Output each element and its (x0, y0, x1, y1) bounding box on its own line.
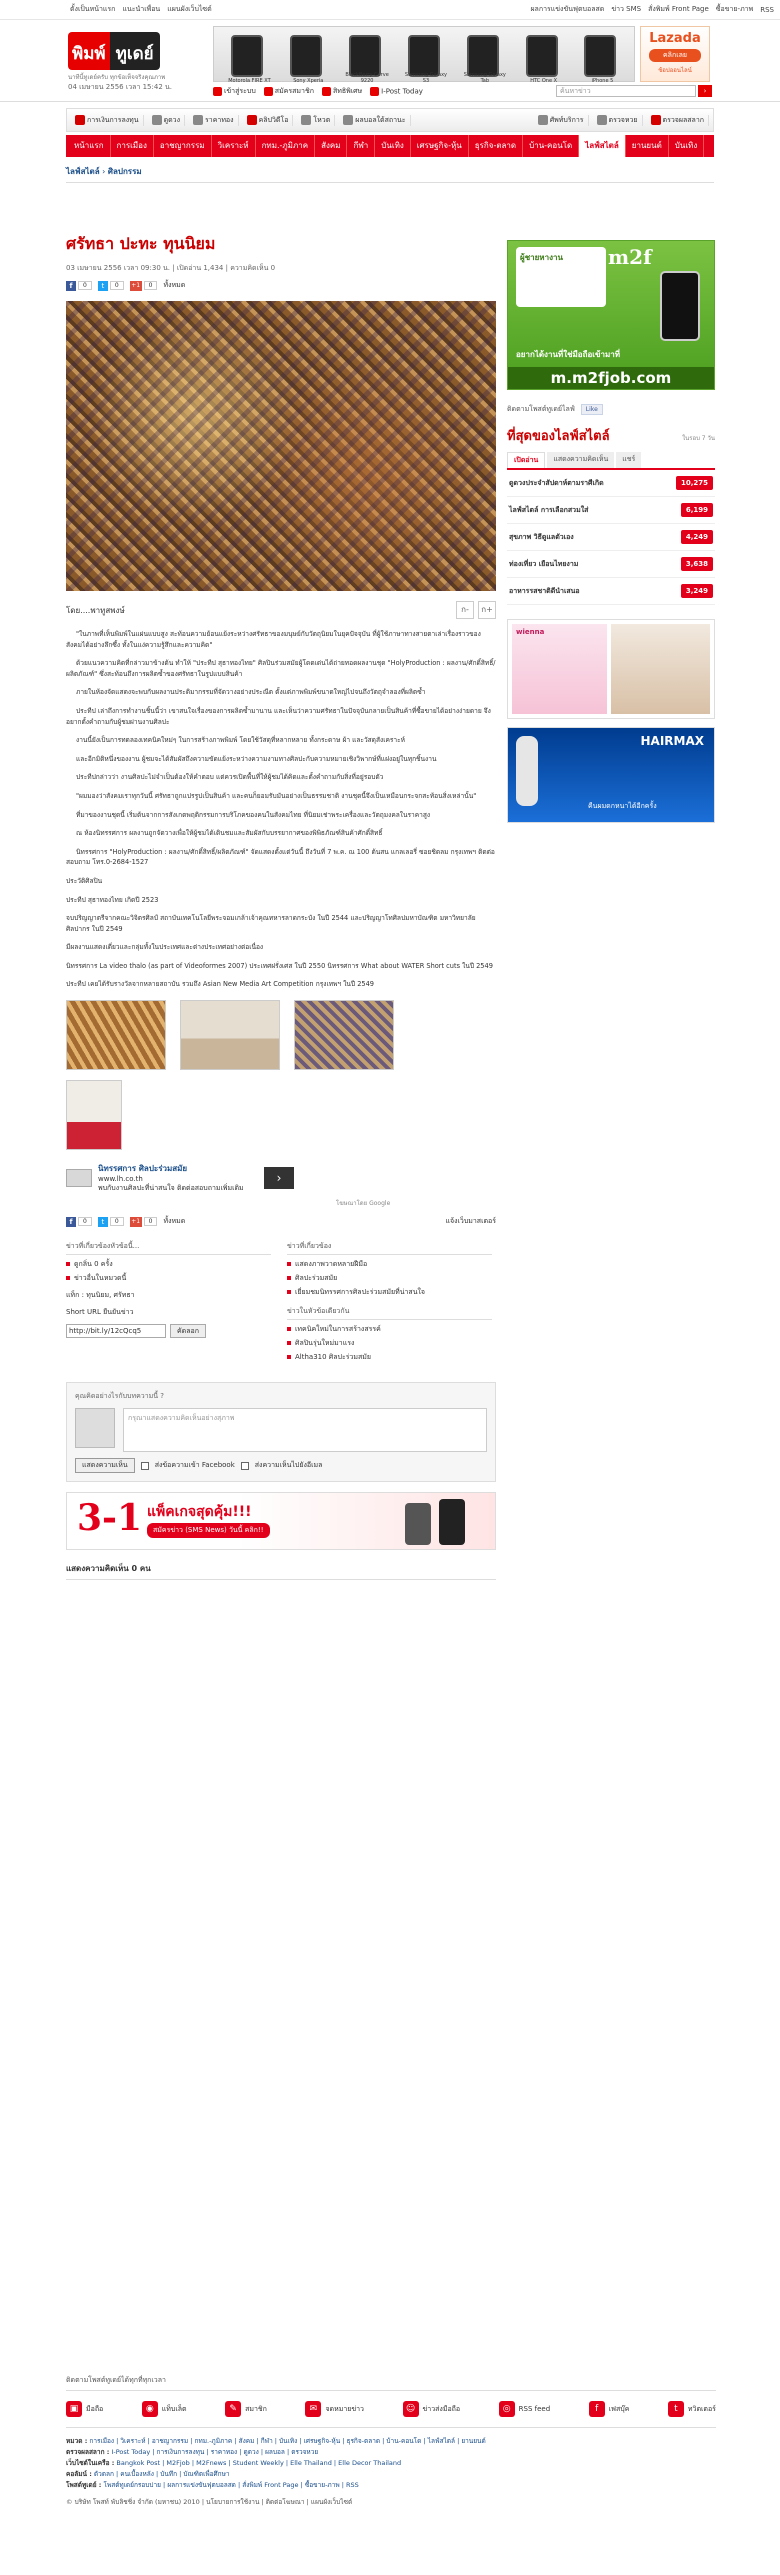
phone-ad-label: BlackBerry Curve 9220 (345, 72, 389, 84)
register-label: สมัครสมาชิก (274, 87, 314, 95)
facebook-post-label: ส่งข้อความเข้า Facebook (154, 1461, 235, 1470)
gplus-icon: +1 (131, 1217, 141, 1225)
main-nav (66, 135, 714, 157)
recommend-link[interactable]: แนะนำเพื่อน (122, 5, 161, 13)
facebook-like-button[interactable]: Like (581, 404, 603, 415)
channel-rss[interactable] (499, 2401, 551, 2417)
lazada-brand: Lazada (649, 31, 701, 46)
share-bar-bottom-buttons (66, 1216, 185, 1227)
list-item-count: 4,249 (681, 530, 713, 544)
channel-label: ทวิตเตอร์ (687, 2404, 716, 2413)
list-item[interactable] (507, 551, 715, 578)
most-popular-title (507, 425, 715, 446)
channel-label: RSS feed (518, 2405, 551, 2413)
nav-business[interactable]: ธุรกิจ-ตลาด (469, 135, 523, 157)
list-item[interactable] (507, 578, 715, 605)
submit-comment-button[interactable]: แสดงความเห็น (75, 1458, 135, 1473)
job-ad-headline: ผู้ชายหางาน (516, 247, 606, 307)
facebook-count: 0 (78, 1217, 92, 1226)
current-date: 04 เมษายน 2556 เวลา 15:42 น. (68, 83, 173, 91)
article-paragraph: "ในภาพที่เห็นพิมพ์ในแผ่นแบบสูง สะท้อนความย้อนแย้งระหว่างศรัทธาของมนุษย์กับวัตถุนิยมในยุคปัจจุบัน ที่ผู้ใช้ภาษาทางสายตาเล่าเรื่องราวของสังคมได้อย่างลึกซึ้ง ทั้งในแง่ความรู้สึกและความคิด" (66, 630, 481, 649)
comment-textarea[interactable]: กรุณาแสดงความคิดเห็นอย่างสุภาพ (123, 1408, 487, 1452)
footer-nav-row (66, 2469, 716, 2480)
list-item-count: 10,275 (676, 476, 713, 490)
service-label: คลิปวิดีโอ (258, 115, 289, 124)
gallery-thumb[interactable] (180, 1000, 280, 1070)
promo-arrow-icon[interactable]: › (264, 1167, 294, 1189)
site-footer (66, 2375, 716, 2507)
footer-nav-label: เว็บไซต์ในเครือ : (66, 2459, 115, 2467)
list-item-title: สุขภาพ วิธีดูแลตัวเอง (509, 532, 574, 541)
member-icon: ✎ (225, 2401, 241, 2417)
twitter-icon: t (98, 281, 108, 291)
copyright: © บริษัท โพสท์ พับลิชชิ่ง จำกัด (มหาชน) 2010 | นโยบายการใช้งาน | ติดต่อโฆษณา | แผนผังเว็บไซต์ (66, 2498, 353, 2506)
related-right-item[interactable]: ศิลปะร่วมสมัย (287, 1273, 492, 1284)
horoscope-icon (152, 115, 162, 125)
facebook-count: 0 (78, 281, 92, 290)
related-left-title: ข่าวที่เกี่ยวข้องหัวข้อนี้... (66, 1241, 271, 1255)
sidebar (507, 240, 715, 823)
twitter-share-button[interactable] (98, 281, 124, 291)
related-right2-title: ข่าวในหัวข้อเดียวกัน (287, 1306, 492, 1320)
tags-row (66, 1290, 271, 1301)
service-label: ดูดวง (163, 115, 181, 124)
channel-facebook[interactable] (589, 2401, 630, 2417)
nav-auto[interactable]: ยานยนต์ (626, 135, 669, 157)
footer-nav-links[interactable]: Bangkok Post | M2Fjob | M2Fnews | Student Weekly | Elle Thailand | Elle Decor Thailand (116, 2459, 402, 2467)
channel-label: สมาชิก (245, 2404, 267, 2413)
promo-title: นิทรรศการ ศิลปะร่วมสมัย (98, 1164, 188, 1174)
channel-mobile[interactable] (66, 2401, 103, 2417)
gplus-count: 0 (144, 281, 158, 290)
list-item-count: 3,249 (681, 584, 713, 598)
footer-nav-links[interactable]: การเมือง | วิเคราะห์ | อาชญากรรม | กทม.-ภูมิภาค | สังคม | กีฬา | บันเทิง | เศรษฐกิจ-หุ้น | ธุรกิจ-ตลาด | บ้าน-คอนโด | ไลฟ์สไตล์ | ยานยนต์ (89, 2437, 486, 2445)
artist-bio-paragraph: นิทรรศการ La video thalo (as part of Videoformes 2007) ประเทศฝรั่งเศส ในปี 2550 นิทรรศการ What about WATER Short cuts ในปี 2549 (66, 961, 493, 970)
gold-icon (193, 115, 203, 125)
article-paragraph: ประทีป เล่าถึงการทำงานชิ้นนี้ว่า เขาสนใจเรื่องของการผลิตซ้ำมานาน และเห็นว่าความศรัทธาในปัจจุบันกลายเป็นสินค้าที่ซื้อขายได้อย่างง่ายดาย จึงอยากตั้งคำถามกับผู้ชมผ่านงานศิลปะ (66, 706, 491, 726)
twitter-count: 0 (110, 1217, 124, 1226)
phone-image (439, 1499, 465, 1545)
article-paragraph: ประทีปกล่าวว่า งานศิลปะไม่จำเป็นต้องให้คำตอบ แต่ควรเปิดพื้นที่ให้ผู้ชมได้คิดและตั้งคำถามกับสิ่งที่อยู่รอบตัว (76, 773, 384, 782)
tags-value[interactable]: ทุนนิยม, ศรัทธา (86, 1291, 135, 1300)
facebook-icon: f (66, 1217, 76, 1227)
ad-headline: แพ็คเกจสุดคุ้ม!!! (147, 1504, 252, 1521)
hairmax-ad[interactable] (507, 727, 715, 823)
tab-most-read[interactable]: เปิดอ่าน (507, 452, 545, 468)
finance-icon (75, 115, 85, 125)
footer-nav-links[interactable]: โพสต์ทูเดย์กรอบบ่าย | ผลการแข่งขันฟุตบอลสด | สั่งพิมพ์ Front Page | ซื้อขาย-ภาพ | RSS (103, 2481, 359, 2489)
article-byline-row (66, 601, 496, 619)
search-input[interactable]: ค้นหาข่าว (556, 85, 696, 97)
service-label: โหวต (313, 115, 331, 124)
ad-subscribe-button[interactable]: สมัครข่าว (SMS News) วันนี้ คลิก!! (147, 1523, 270, 1538)
short-url-row (66, 1324, 271, 1338)
copy-url-button[interactable]: คัดลอก (170, 1324, 206, 1338)
lazada-ad[interactable] (640, 26, 710, 82)
set-homepage-link[interactable]: ตั้งเป็นหน้าแรก (70, 5, 116, 13)
email-notify-label: ส่งความเห็นไปยังอีเมล (254, 1461, 323, 1470)
mobile-icon: ▣ (66, 2401, 82, 2417)
gallery-thumb[interactable] (294, 1000, 394, 1070)
facebook-post-checkbox[interactable] (141, 1462, 149, 1470)
article-hero-image (66, 301, 496, 591)
article-meta: 03 เมษายน 2556 เวลา 09:30 น. | เปิดอ่าน 1,434 | ความคิดเห็น 0 (66, 264, 276, 272)
artist-bio-paragraph: จบปริญญาตรีจากคณะวิจิตรศิลป์ สถาบันเทคโนโลยีพระจอมเกล้าเจ้าคุณทหารลาดกระบัง ในปี 2544 และปริญญาโทศิลปมหาบัณฑิต มหาวิทยาลัยศิลปากร ในปี 2549 (66, 914, 476, 933)
footer-nav-row (66, 2480, 716, 2491)
phone-ad-item[interactable] (290, 35, 324, 84)
gallery-thumbnails-row-2 (66, 1080, 496, 1150)
phone-ad-label: Samsung Galaxy S3 (404, 72, 448, 84)
login-link[interactable] (213, 86, 256, 97)
comment-input-wrap (75, 1408, 487, 1452)
breadcrumb-subsection[interactable]: ศิลปกรรม (107, 167, 142, 176)
phone-ad-label: Motorola FIRE XT (228, 78, 271, 84)
sitemap-link[interactable]: แผนผังเว็บไซต์ (167, 5, 212, 13)
nav-regional[interactable]: กทม.-ภูมิภาค (256, 135, 315, 157)
nav-economy[interactable]: เศรษฐกิจ-หุ้น (411, 135, 469, 157)
list-item-count: 6,199 (681, 503, 713, 517)
footer-nav (66, 2436, 716, 2491)
promo-image (66, 1169, 92, 1187)
article-body (66, 629, 496, 990)
article-paragraph: ภายในห้องจัดแสดงจะพบกับผลงานประติมากรรมที่จัดวางอย่างประณีต ตั้งแต่ภาพพิมพ์ขนาดใหญ่ไปจนถึงวัตถุจำลองที่ผลิตซ้ำ (76, 688, 426, 697)
font-size-controls (456, 601, 496, 619)
nav-property[interactable]: บ้าน-คอนโด (523, 135, 579, 157)
privileges-icon (322, 87, 331, 96)
lazada-cta-button[interactable]: คลิกเลย (649, 49, 701, 62)
list-item[interactable] (507, 524, 715, 551)
phone-ad-label: HTC One X (530, 78, 558, 84)
tags-label: แท็ก : (66, 1291, 84, 1300)
phone-ad-item[interactable] (345, 35, 389, 84)
related-right2-item[interactable]: Altha310 ศิลปะร่วมสมัย (287, 1352, 492, 1363)
phone-ad-item[interactable] (404, 35, 448, 84)
list-item-title: ไลฟ์สไตล์ การเลือกสวมใส่ (509, 505, 589, 514)
football-icon (343, 115, 353, 125)
login-icon (213, 87, 222, 96)
twitter-count: 0 (110, 281, 124, 290)
footer-nav-label: ตรวจผลสลาก : (66, 2448, 110, 2456)
comment-actions (75, 1458, 487, 1473)
facebook-share-button[interactable] (66, 281, 92, 291)
nav-society[interactable]: สังคม (315, 135, 347, 157)
nav-politics[interactable]: การเมือง (111, 135, 154, 157)
privileges-label: สิทธิพิเศษ (332, 87, 363, 95)
print-link[interactable]: ทั้งหมด (163, 281, 186, 289)
channel-member[interactable] (225, 2401, 267, 2417)
hairmax-device-image (516, 736, 538, 806)
footer-nav-links[interactable]: I-Post Today | การเงินการลงทุน | ราคาทอง | ดูดวง | ผลบอล | ตรวจหวย (111, 2448, 319, 2456)
service-lottery[interactable] (593, 115, 643, 126)
channel-tablet[interactable] (142, 2401, 187, 2417)
ads-by-label: โฆษณาโดย Google (336, 1200, 391, 1208)
service-gold[interactable] (189, 115, 239, 126)
phone-ad-item[interactable] (228, 35, 271, 84)
font-decrease-button[interactable]: ก- (456, 601, 474, 619)
phone-ad-label: Sony Xperia (293, 78, 324, 84)
service-horoscope[interactable] (148, 115, 185, 126)
channel-label: มือถือ (86, 2404, 104, 2413)
job-ad[interactable] (507, 240, 715, 390)
promo-url: www.lh.co.th (98, 1175, 143, 1184)
footer-nav-label: คอลัมน์ : (66, 2470, 92, 2478)
service-label: ตรวจผลสลาก (662, 115, 704, 124)
print-link[interactable]: ทั้งหมด (163, 1217, 186, 1226)
avatar (75, 1408, 115, 1448)
lottery-check-icon (651, 115, 661, 125)
twitter-icon: t (668, 2401, 684, 2417)
footer-channels (66, 2401, 716, 2428)
related-left-item[interactable]: ดูกลิ่น 0 ครั้ง (66, 1259, 271, 1270)
phone-ad-item[interactable] (463, 35, 506, 84)
job-ad-url[interactable]: m.m2fjob.com (508, 367, 714, 389)
video-icon (247, 115, 257, 125)
related-right2-item[interactable]: ศิลปินรุ่นใหม่มาแรง (287, 1338, 492, 1349)
rss-link[interactable]: RSS (760, 5, 774, 14)
sms-package-ad[interactable] (66, 1492, 496, 1550)
list-item-count: 3,638 (681, 557, 713, 571)
most-popular-heading: ที่สุดของไลฟ์สไตล์ (507, 429, 610, 444)
service-label: ตรวจหวย (608, 115, 638, 124)
login-label: เข้าสู่ระบบ (224, 87, 256, 95)
site-logo[interactable] (68, 32, 188, 70)
tab-most-shared[interactable]: แชร์ (616, 452, 641, 468)
facebook-follow-bar (507, 404, 715, 415)
ad-number: 3-1 (77, 1497, 143, 1540)
most-popular-period: ในรอบ 7 วัน (682, 435, 715, 442)
service-label: ราคาทอง (205, 115, 234, 124)
twitter-share-button[interactable] (98, 1217, 124, 1227)
service-label: การเงินการลงทุน (87, 115, 139, 124)
phone-ad-item[interactable] (584, 35, 616, 84)
ipost-link[interactable] (370, 87, 423, 96)
artist-bio-paragraph: ประวัติศิลปิน (66, 876, 103, 885)
gplus-share-button[interactable] (130, 281, 158, 291)
phone-ad-banner[interactable] (213, 26, 635, 82)
nav-sport[interactable]: กีฬา (347, 135, 375, 157)
share-bar-top (66, 280, 496, 291)
member-links (213, 86, 423, 97)
lottery-icon (597, 115, 607, 125)
list-item-title: ท่องเที่ยว เยือนไทยงาม (509, 559, 579, 568)
register-icon (264, 87, 273, 96)
phone-ad-item[interactable] (526, 35, 558, 84)
vote-icon (301, 115, 311, 125)
register-link[interactable] (264, 86, 314, 97)
related-right (287, 1241, 492, 1366)
comment-count: แสดงความคิดเห็น 0 คน (66, 1562, 496, 1580)
sms-news-link[interactable]: ข่าว SMS (611, 5, 642, 13)
gplus-count: 0 (144, 1217, 158, 1226)
beauty-ad[interactable] (507, 619, 715, 719)
channel-label: เฟสบุ๊ค (608, 2404, 630, 2413)
sms-icon: ☺ (403, 2401, 419, 2417)
service-label: ศัพท์บริการ (549, 115, 584, 124)
rss-icon: ◎ (499, 2401, 515, 2417)
beauty-ad-image (611, 624, 710, 714)
comment-form (66, 1382, 496, 1482)
glossary-icon (538, 115, 548, 125)
gplus-icon: +1 (131, 281, 141, 289)
related-right-item[interactable]: แสดงภาพวาดหลายฝีมือ (287, 1259, 492, 1270)
hairmax-logo: HAIRMAX (640, 734, 704, 748)
service-football[interactable] (339, 115, 410, 126)
nav-home[interactable]: หน้าแรก (68, 135, 111, 157)
footer-nav-label: โพสต์ทูเดย์ : (66, 2481, 102, 2489)
channel-label: ข่าวส่งมือถือ (422, 2404, 461, 2413)
service-video[interactable] (243, 115, 294, 126)
related-left-item[interactable]: ข่าวอื่นในหมวดนี้ (66, 1273, 271, 1284)
related-right-item[interactable]: เยี่ยมชมนิทรรศการศิลปะร่วมสมัยที่น่าสนใจ (287, 1287, 492, 1298)
list-item-title: ดูดวงประจำสัปดาห์ตามราศีเกิด (509, 478, 604, 487)
article-title: ศรัทธา ปะทะ ทุนนิยม (66, 234, 216, 253)
front-page-link[interactable]: สั่งพิมพ์ Front Page (648, 5, 709, 13)
report-webmaster-link[interactable]: แจ้งเว็บมาสเตอร์ (445, 1217, 496, 1226)
article-byline: โดย....พาทูสพงษ์ (66, 605, 125, 615)
service-lottery-check[interactable] (647, 115, 709, 126)
list-item[interactable] (507, 470, 715, 497)
tablet-icon: ◉ (142, 2401, 158, 2417)
facebook-icon: f (589, 2401, 605, 2417)
font-increase-button[interactable]: ก+ (478, 601, 496, 619)
top-utility-bar (0, 0, 780, 20)
artist-bio-paragraph: มีผลงานแสดงเดี่ยวและกลุ่มทั้งในประเทศและต่างประเทศอย่างต่อเนื่อง (66, 943, 264, 952)
short-url-field[interactable]: http://bit.ly/12cQcq5 (66, 1324, 166, 1338)
buy-sell-link[interactable]: ซื้อขาย-ภาพ (715, 5, 754, 13)
footer-nav-label: หมวด : (66, 2437, 88, 2445)
logo-part-b: ทูเดย์ (110, 32, 160, 70)
privileges-link[interactable] (322, 86, 362, 97)
channel-label: แท็บเล็ต (161, 2404, 187, 2413)
article-paragraph: และอีกมิติหนึ่งของงาน ผู้ชมจะได้สัมผัสถึงความขัดแย้งระหว่างความงามทางศิลปะกับความหมายเชิงวิพากษ์ที่แฝงอยู่ในทุกชิ้นงาน (76, 754, 437, 763)
nav-crime[interactable]: อาชญากรรม (154, 135, 212, 157)
live-score-link[interactable]: ผลการแข่งขันฟุตบอลสด (530, 5, 605, 13)
gplus-share-button[interactable] (130, 1217, 158, 1227)
nav-lifestyle[interactable]: ไลฟ์สไตล์ (579, 135, 626, 157)
footer-nav-row (66, 2447, 716, 2458)
breadcrumb-separator: › (102, 167, 108, 176)
most-popular-tabs (507, 452, 715, 470)
article-paragraph: ที่มาของงานชุดนี้ เริ่มต้นจากการสังเกตพฤติกรรมการบริโภคของคนในสังคมไทย ที่นิยมเช่าพระเครื่องและวัตถุมงคลในราคาสูง (76, 810, 431, 819)
related-left (66, 1241, 271, 1366)
footer-nav-row (66, 2436, 716, 2447)
service-vote[interactable] (297, 115, 335, 126)
search-button[interactable]: › (698, 85, 712, 97)
mail-icon: ✉ (305, 2401, 321, 2417)
channel-newsletter[interactable] (305, 2401, 364, 2417)
nav-entertainment-2[interactable]: บันเทิง (669, 135, 704, 157)
ipost-label: I-Post Today (381, 87, 423, 96)
site-header (0, 20, 780, 102)
service-bar (66, 108, 714, 132)
article-paragraph: ณ ห้องนิทรรศการ ผลงานถูกจัดวางเพื่อให้ผู้ชมได้เดินชมและสัมผัสกับบรรยากาศของพิพิธภัณฑ์สินค้าศักดิ์สิทธิ์ (76, 829, 383, 838)
tab-most-commented[interactable]: แสดงความคิดเห็น (547, 452, 614, 468)
list-item[interactable] (507, 497, 715, 524)
hairmax-text: คืนผมดกหนาได้อีกครั้ง (588, 802, 657, 810)
job-ad-logo: m2f (608, 245, 652, 269)
short-url-label: Short URL ยืนยันข่าว (66, 1308, 134, 1317)
site-tagline: นาทีนี้ทูเดย์ครับ ทุกข้อเท็จจริงคุณภาพ (68, 74, 166, 81)
channel-sms[interactable] (403, 2401, 461, 2417)
article-column (66, 232, 496, 1580)
gallery-thumb[interactable] (66, 1000, 166, 1070)
service-finance[interactable] (71, 115, 144, 126)
gallery-thumb[interactable] (66, 1080, 122, 1150)
list-item-title: อาหารรสชาติดีนำเสนอ (509, 586, 580, 595)
related-right2-item[interactable]: เทคนิคใหม่ในการสร้างสรรค์ (287, 1324, 492, 1335)
breadcrumb-section[interactable]: ไลฟ์สไตล์ (66, 167, 100, 176)
artist-bio-paragraph: ประทีป สุธาทองไทย เกิดปี 2523 (66, 895, 159, 904)
channel-label: จดหมายข่าว (325, 2404, 364, 2413)
job-ad-line: อยากได้งานที่ใช่มือถือเข้ามาที่ (516, 350, 620, 359)
phone-image (405, 1503, 431, 1545)
lazada-sub: ช้อปออนไลน์ (658, 67, 692, 74)
ipost-icon (370, 87, 379, 96)
footer-follow-line: ติดตามโพสต์ทูเดย์ได้ทุกที่ทุกเวลา (66, 2375, 716, 2391)
channel-twitter[interactable] (668, 2401, 716, 2417)
email-notify-checkbox[interactable] (241, 1462, 249, 1470)
article-paragraph: ด้วยแนวความคิดที่กล่าวมาข้างต้น ทำให้ "ประทีป สุธาทองไทย" ศิลปินร่วมสมัยผู้โดดเด่นได้ถ่ายทอดผลงานชุด "HolyProduction : ผลงาน/ศักดิ์สิทธิ์/ผลิตภัณฑ์" ซึ่งสะท้อนถึงการผลิตซ้ำของศรัทธาในรูปแบบสินค้า (66, 659, 496, 678)
article-paragraph: "ผมมองว่าสังคมเราทุกวันนี้ ศรัทธาถูกแปรรูปเป็นสินค้า และคนก็ยอมรับมันอย่างเป็นธรรมชาติ งานชุดนี้จึงเป็นเหมือนกระจกสะท้อนสิ่งเหล่านั้น" (76, 791, 477, 800)
most-popular-widget (507, 425, 715, 605)
service-label: ผลบอลใต้สถานะ (355, 115, 406, 124)
phone-ad-label: iPhone 5 (591, 78, 614, 84)
article-paragraph: งานนี้ยังเป็นการทดลองเทคนิคใหม่ๆ ในการสร้างภาพพิมพ์ โดยใช้วัสดุที่หลากหลาย ทั้งกระดาษ ผ้า และวัสดุสังเคราะห์ (76, 736, 405, 745)
gallery-thumbnails (66, 1000, 496, 1070)
artist-bio-paragraph: ประทีป เคยได้รับรางวัลจากหลายสถาบัน รวมถึง Asian New Media Art Competition กรุงเทพฯ ในปี 2549 (66, 980, 374, 989)
promo-text (98, 1162, 258, 1194)
service-glossary[interactable] (534, 115, 589, 126)
facebook-follow-label: ติดตามโพสต์ทูเดย์ไลฟ์ (507, 405, 575, 413)
job-ad-phone-image (660, 271, 700, 341)
nav-entertainment[interactable]: บันเทิง (375, 135, 410, 157)
share-bar-bottom (66, 1216, 496, 1227)
footer-nav-row (66, 2458, 716, 2469)
twitter-icon: t (98, 1217, 108, 1227)
logo-part-a: พิมพ์ (68, 32, 110, 70)
beauty-ad-brand: wienna (512, 624, 607, 714)
facebook-share-button[interactable] (66, 1217, 92, 1227)
article-paragraph: นิทรรศการ "HolyProduction : ผลงาน/ศักดิ์สิทธิ์/ผลิตภัณฑ์" จัดแสดงตั้งแต่วันนี้ ถึงวันที่ 7 พ.ค. ณ 100 ต้นสน แกลเลอรี่ ซอยชิดลม กรุงเทพฯ ติดต่อสอบถาม โทร.0-2684-1527 (66, 847, 495, 867)
promo-desc: พบกับงานศิลปะที่น่าสนใจ ติดต่อสอบถามเพิ่มเติม (98, 1184, 244, 1193)
facebook-icon: f (66, 281, 76, 291)
related-right-title: ข่าวที่เกี่ยวข้อง (287, 1241, 492, 1255)
phone-ad-label: Samsung Galaxy Tab (463, 72, 506, 84)
sponsored-link[interactable] (66, 1162, 496, 1194)
footer-nav-links[interactable]: ตัวตลก | คนเบื้องหลัง | บันทึก | บัณฑิตเพื่อศึกษา (93, 2470, 230, 2478)
related-section (66, 1241, 496, 1366)
comment-form-title: คุณคิดอย่างไรกับบทความนี้ ? (75, 1392, 164, 1401)
breadcrumb (66, 165, 714, 183)
nav-analysis[interactable]: วิเคราะห์ (212, 135, 256, 157)
